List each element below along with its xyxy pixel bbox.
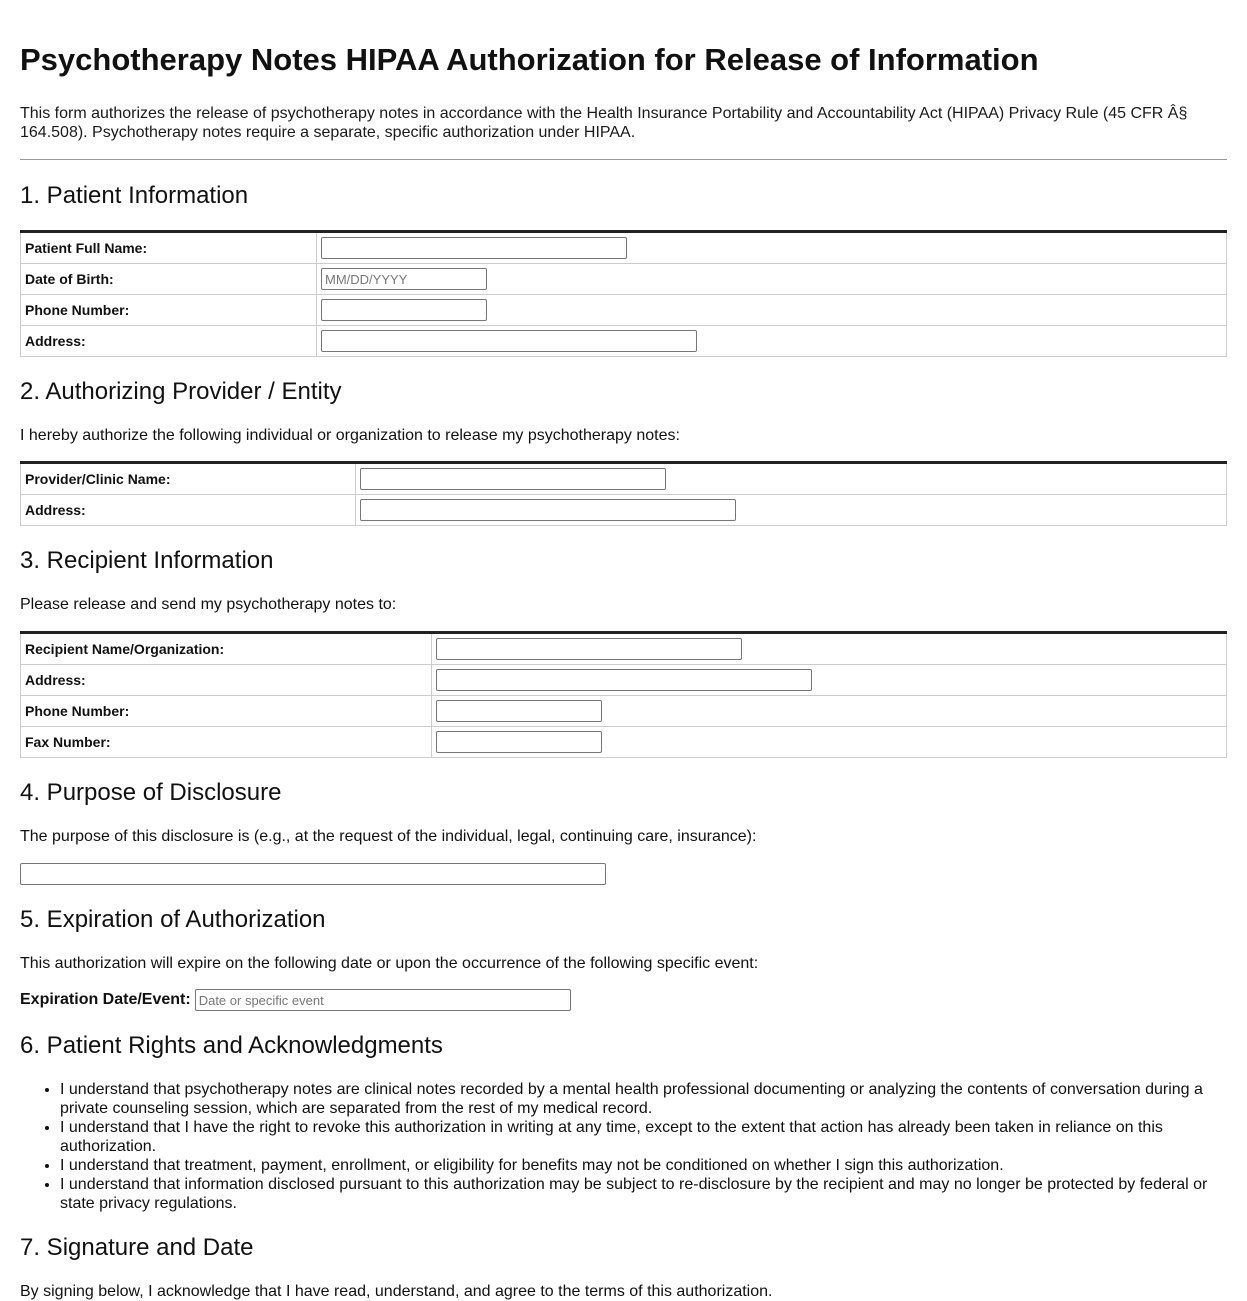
section-heading-rights: 6. Patient Rights and Acknowledgments [20, 1032, 443, 1059]
table-row [21, 232, 1227, 264]
list-item: • I understand that treatment, payment, enrollment, or eligibility for benefits may not be conditioned on whether I sign this authorization. [60, 1156, 1227, 1175]
rights-list [20, 1080, 1227, 1213]
recipient-fax-input[interactable] [436, 731, 602, 753]
section-heading-purpose: 4. Purpose of Disclosure [20, 779, 282, 806]
page-title: Psychotherapy Notes HIPAA Authorization for Release of Information [20, 42, 1039, 77]
section-heading-expiration: 5. Expiration of Authorization [20, 906, 326, 933]
patient-info-table [20, 230, 1227, 357]
purpose-lead-text: The purpose of this disclosure is (e.g., at the request of the individual, legal, continuing care, insurance): [20, 828, 757, 845]
expiration-row [20, 989, 1227, 1011]
patient-address-input[interactable] [321, 330, 697, 352]
field-label: Fax Number: [21, 727, 432, 758]
field-label: Address: [21, 665, 432, 696]
intro-text: This form authorizes the release of psychotherapy notes in accordance with the Health Insurance Portability and Accountability Act (HIPAA) Privacy Rule (45 CFR Â§ 164.508). Psychotherapy notes require a separate, specific authorization under HIPAA. [20, 105, 1188, 141]
field-label: Address: [21, 326, 317, 357]
recipient-address-input[interactable] [436, 669, 812, 691]
table-row [21, 633, 1227, 665]
divider [20, 159, 1227, 160]
table-row [21, 665, 1227, 696]
expiration-input[interactable] [195, 989, 571, 1011]
section-heading-signature: 7. Signature and Date [20, 1234, 254, 1261]
section-heading-provider: 2. Authorizing Provider / Entity [20, 378, 342, 405]
section-heading-patient-info: 1. Patient Information [20, 182, 249, 209]
provider-lead-text: I hereby authorize the following individual or organization to release my psychotherapy notes: [20, 427, 680, 444]
field-label: Provider/Clinic Name: [21, 463, 356, 495]
table-row [21, 495, 1227, 526]
provider-address-input[interactable] [360, 499, 736, 521]
expiration-label: Expiration Date/Event: [20, 991, 191, 1008]
recipient-name-input[interactable] [436, 638, 742, 660]
field-label: Patient Full Name: [21, 232, 317, 264]
field-label: Recipient Name/Organization: [21, 633, 432, 665]
section-heading-recipient: 3. Recipient Information [20, 547, 274, 574]
purpose-input[interactable] [20, 863, 606, 885]
expiration-lead-text: This authorization will expire on the following date or upon the occurrence of the following specific event: [20, 955, 759, 972]
field-label: Address: [21, 495, 356, 526]
table-row [21, 264, 1227, 295]
date-of-birth-input[interactable] [321, 268, 487, 290]
table-row [21, 727, 1227, 758]
field-label: Date of Birth: [21, 264, 317, 295]
table-row [21, 463, 1227, 495]
list-item: • I understand that information disclosed pursuant to this authorization may be subject to re-disclosure by the recipient and may no longer be protected by federal or state privacy regulations. [60, 1175, 1227, 1213]
field-label: Phone Number: [21, 295, 317, 326]
signature-lead-text: By signing below, I acknowledge that I have read, understand, and agree to the terms of this authorization. [20, 1283, 773, 1300]
recipient-lead-text: Please release and send my psychotherapy notes to: [20, 596, 397, 613]
recipient-phone-input[interactable] [436, 700, 602, 722]
table-row [21, 326, 1227, 357]
recipient-table [20, 631, 1227, 758]
field-label: Phone Number: [21, 696, 432, 727]
patient-name-input[interactable] [321, 237, 627, 259]
patient-phone-input[interactable] [321, 299, 487, 321]
provider-table [20, 461, 1227, 526]
list-item: • I understand that psychotherapy notes are clinical notes recorded by a mental health professional documenting or analyzing the contents of conversation during a private counseling session, which are separated from the rest of my medical record. [60, 1080, 1227, 1118]
table-row [21, 295, 1227, 326]
table-row [21, 696, 1227, 727]
list-item: • I understand that I have the right to revoke this authorization in writing at any time, except to the extent that action has already been taken in reliance on this authorization. [60, 1118, 1227, 1156]
provider-name-input[interactable] [360, 468, 666, 490]
